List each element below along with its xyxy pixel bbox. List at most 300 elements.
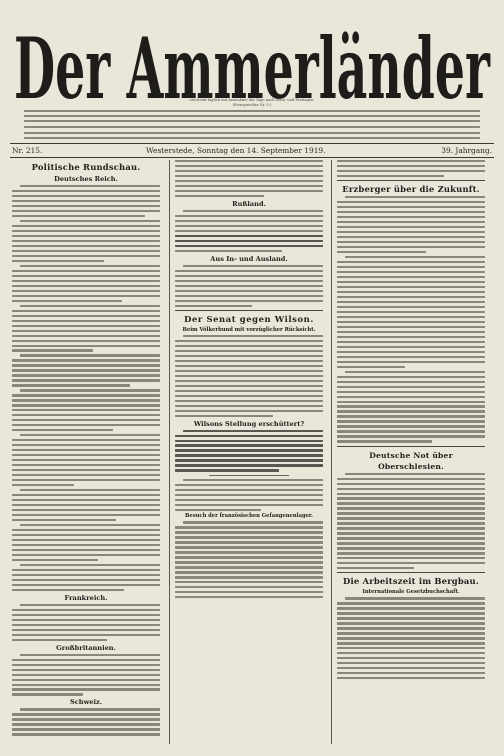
dateline-bottom-rule [10,157,494,158]
text-line [12,728,160,730]
text-line [12,519,116,521]
place-date: Westerstede, Sonntag den 14. September 1919. [146,146,326,155]
text-line [12,404,160,406]
text-line [12,429,113,431]
text-line [175,300,323,302]
text-line [12,479,160,481]
text-line [337,236,485,238]
text-line [20,305,160,307]
text-line [337,410,485,412]
erscheint-line: erscheint täglich mit Ausnahme der Tage nach Sonn- und Festtagen. [189,98,315,102]
text-line [12,290,160,292]
text-line [12,674,160,676]
text-line [337,266,485,268]
text-line [337,276,485,278]
text-line [337,211,485,213]
text-line [175,405,323,407]
text-line [175,526,323,528]
erzberger-heading: Erzberger über die Zukunft. [342,184,480,195]
text-line [337,391,485,393]
text-line [12,609,160,611]
text-line [337,381,485,383]
text-line [337,251,426,253]
text-line [337,401,485,403]
text-line [175,180,323,182]
article-divider [337,446,485,447]
text-line [24,126,480,128]
text-line [175,536,323,538]
text-line [20,185,160,187]
text-line [12,235,160,237]
text-line [12,300,122,302]
text-line [175,245,323,247]
text-line [175,581,323,583]
text-line [183,521,323,523]
text-line [175,350,323,352]
text-line [183,335,323,337]
text-line [12,509,160,511]
text-line [337,557,485,559]
text-line [175,275,323,277]
text-line [24,110,480,112]
text-line [175,571,323,573]
text-line [345,256,485,258]
text-line [20,389,160,391]
text-line [175,504,323,506]
text-line [337,512,485,514]
text-line [175,551,323,553]
text-line [175,305,252,307]
text-line [337,316,485,318]
senat-wilson-subheading: Beim Völkerbund mit vorzüglicher Rücksicht. [182,326,316,333]
text-line [175,370,323,372]
text-line [12,499,160,501]
text-line [175,250,282,252]
text-line [12,310,160,312]
text-line [175,499,323,501]
text-line [337,542,485,544]
text-line [12,723,160,725]
text-line [12,240,160,242]
text-line [12,529,160,531]
text-line [183,210,323,212]
text-line [12,295,160,297]
text-line [175,459,323,461]
text-line [12,579,160,581]
text-line [12,569,160,571]
dateline-top-rule [10,143,494,144]
text-line [12,718,160,720]
text-line [337,291,485,293]
text-line [337,246,485,248]
text-line [12,504,160,506]
text-line [175,576,323,578]
text-line [337,231,485,233]
text-line [24,115,480,117]
text-line [175,285,323,287]
dateline [10,145,494,157]
text-line [175,556,323,558]
text-line [12,664,160,666]
text-line [24,137,480,139]
text-line [175,415,273,417]
text-line [175,345,323,347]
text-line [12,439,160,441]
text-line [12,659,160,661]
schweiz-heading: Schweiz. [70,698,102,707]
text-line [175,509,261,511]
text-line [337,502,485,504]
text-line [12,454,160,456]
text-line [12,424,160,426]
text-line [175,190,323,192]
text-line [175,295,323,297]
text-line [175,566,323,568]
text-line [337,435,485,437]
bergbau-heading: Die Arbeitszeit im Bergbau. [343,576,479,587]
text-line [12,589,124,591]
text-line [337,430,485,432]
text-line [337,522,485,524]
masthead [10,22,494,108]
text-line [12,549,160,551]
column-separator [169,160,170,744]
text-line [175,175,323,177]
text-line [345,473,485,475]
column-3 [337,160,485,746]
text-line [12,484,74,486]
text-line [175,531,323,533]
text-line [337,497,485,499]
text-line [337,420,485,422]
masthead-fine-print [24,137,480,139]
text-line [175,185,323,187]
text-line [337,356,485,358]
text-line [20,564,160,566]
text-line [175,395,323,397]
text-line [12,275,160,277]
text-line [175,365,323,367]
text-line [345,196,485,198]
text-line [12,414,160,416]
text-line [337,562,485,564]
masthead-fine-print [24,126,480,128]
text-line [337,306,485,308]
text-line [12,554,160,556]
text-line [337,537,485,539]
text-line [12,409,160,411]
text-line [12,534,160,536]
text-line [337,647,485,649]
text-line [175,454,323,456]
text-line [175,400,323,402]
frankreich-heading: Frankreich. [64,593,108,602]
text-line [12,190,160,192]
text-line [12,464,160,466]
text-line [337,552,485,554]
masthead-fine-print [24,115,480,117]
text-line [175,489,323,491]
text-line [175,280,323,282]
text-line [337,527,485,529]
text-line [20,604,160,606]
text-line [175,586,323,588]
text-line [337,376,485,378]
rundschau-heading: Politische Rundschau. [31,162,141,172]
text-line [12,230,160,232]
text-line [12,419,160,421]
article-divider [337,572,485,573]
text-line [12,325,160,327]
text-line [175,464,323,466]
text-line [12,384,130,386]
text-line [337,346,485,348]
text-line [337,547,485,549]
text-line [12,359,160,361]
text-line [12,469,160,471]
text-line [175,444,323,446]
bergbau-subheading: Internationale Gesetzbuchschaft. [362,589,460,596]
text-line [337,226,485,228]
text-line [337,657,485,659]
text-line [337,206,485,208]
text-line [337,667,485,669]
text-line [345,371,485,373]
text-line [175,449,323,451]
text-line [337,326,485,328]
text-line [20,654,160,656]
text-line [12,544,160,546]
text-line [337,296,485,298]
oberschlesien-heading: Deutsche Not über Oberschlesien. [369,450,453,471]
issue-number: Nr. 215. [12,146,43,155]
text-line [337,607,485,609]
text-line [20,489,160,491]
text-line [175,225,323,227]
text-line [337,241,485,243]
text-line [175,440,323,442]
text-line [175,385,323,387]
text-line [175,360,323,362]
article-divider [175,310,323,311]
text-line [175,195,264,197]
text-line [12,215,145,217]
text-line [175,220,323,222]
text-line [12,574,160,576]
text-line [337,567,414,569]
text-line [12,260,104,262]
text-line [337,507,485,509]
text-line [12,345,160,347]
text-line [337,175,444,177]
text-line [337,483,485,485]
text-line [175,270,323,272]
russland-heading: Rußland. [232,199,266,208]
text-line [337,331,485,333]
text-line [175,494,323,496]
text-line [337,632,485,634]
text-line [12,335,160,337]
text-line [183,265,323,267]
in-und-ausland-heading: Aus In- und Ausland. [210,254,288,263]
text-line [12,634,160,636]
text-line [337,532,485,534]
text-line [175,469,279,471]
text-line [175,561,323,563]
text-line [12,669,160,671]
text-line [337,386,485,388]
text-line [337,637,485,639]
text-line [12,280,160,282]
text-line [337,677,485,679]
text-line [12,624,160,626]
masthead-fine-print [24,132,480,134]
text-line [337,271,485,273]
volume: 39. Jahrgang. [441,146,492,155]
text-line [337,261,485,263]
text-line [12,379,160,381]
title-text: Der Ammerländer [14,22,491,108]
text-line [12,255,160,257]
text-line [12,340,160,342]
text-line [12,459,160,461]
text-line [12,693,83,695]
text-line [12,639,107,641]
text-line [12,270,160,272]
text-line [12,200,160,202]
text-line [12,514,160,516]
text-line [337,488,485,490]
text-line [12,444,160,446]
masthead-fine-print [24,120,480,122]
text-line [175,380,323,382]
text-line [12,399,160,401]
text-line [175,235,323,237]
text-line [12,285,160,287]
text-line [12,245,160,247]
text-line [24,132,480,134]
text-line [12,713,160,715]
text-line [337,201,485,203]
text-line [175,410,323,412]
text-line [12,494,160,496]
text-line [12,320,160,322]
text-line [337,396,485,398]
text-line [337,672,485,674]
text-line [175,390,323,392]
text-line [12,250,160,252]
text-line [337,321,485,323]
text-line [337,440,432,442]
text-line [12,210,160,212]
text-line [12,679,160,681]
text-line [12,449,160,451]
text-line [175,290,323,292]
text-line [175,591,323,593]
text-line [337,221,485,223]
text-line [337,478,485,480]
text-line [175,375,323,377]
text-line [12,539,160,541]
text-line [12,629,160,631]
text-line [175,230,323,232]
text-line [12,205,160,207]
text-line [337,165,485,167]
text-line [12,619,160,621]
text-line [20,524,160,526]
text-line [337,612,485,614]
text-line [175,355,323,357]
text-line [175,596,323,598]
text-line [12,349,93,351]
text-line [12,315,160,317]
text-line [337,336,485,338]
text-line [337,351,485,353]
text-line [12,584,160,586]
text-line [337,627,485,629]
text-line [12,330,160,332]
text-line [337,517,485,519]
text-line [12,474,160,476]
deutsches-reich-heading: Deutsches Reich. [54,175,118,183]
text-line [337,602,485,604]
text-line [183,430,323,432]
text-line [12,195,160,197]
text-line [337,662,485,664]
column-separator [331,160,332,744]
text-line [12,225,160,227]
text-line [20,434,160,436]
text-line [337,425,485,427]
text-line [175,435,323,437]
fernsprecher-line: (Fernsprecher Nr. 5.) [232,103,272,107]
text-line [175,160,323,162]
senat-wilson-heading: Der Senat gegen Wilson. [184,313,314,324]
masthead-fine-print [24,110,480,112]
text-line [337,405,485,407]
column-1 [12,160,160,746]
text-line [337,415,485,417]
text-line [337,642,485,644]
text-line [12,394,160,396]
text-line [183,479,323,481]
text-line [337,652,485,654]
text-line [12,733,160,735]
text-line [337,301,485,303]
text-line [12,374,160,376]
text-line [337,622,485,624]
text-line [337,341,485,343]
text-line [345,597,485,599]
gefangenenlager-heading: Besuch der französischen Gefangenenlager. [185,513,313,520]
text-line [337,366,405,368]
text-line [175,215,323,217]
text-line [175,240,323,242]
article-divider [337,180,485,181]
text-line [337,160,485,162]
article-divider [209,475,289,476]
grossbritannien-heading: Großbritannien. [56,643,116,652]
column-2 [175,160,323,746]
text-line [20,265,160,267]
text-line [175,340,323,342]
text-line [12,614,160,616]
text-line [337,361,485,363]
text-line [20,708,160,710]
text-line [337,493,485,495]
text-line [337,216,485,218]
masthead-title [10,22,494,108]
